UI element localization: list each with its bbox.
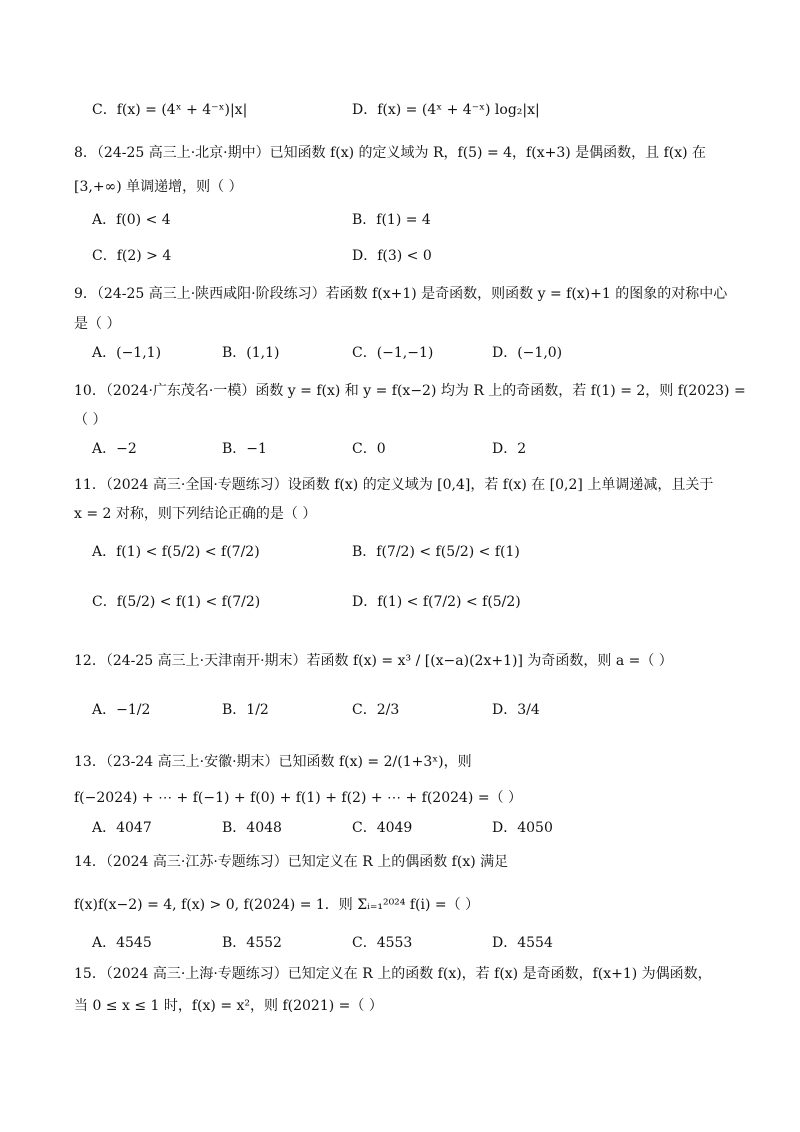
q13-option-c: C．4049 xyxy=(352,820,413,836)
q12-option-c: C．2/3 xyxy=(352,702,400,718)
q12-stem-line1: 12．（24-25 高三上·天津南开·期末）若函数 f(x) = x³ / [(x−a)(2x+1)] 为奇函数，则 a =（ ） xyxy=(74,653,673,669)
q11-option-c: C．f(5/2) < f(1) < f(7/2) xyxy=(92,594,261,610)
q12-option-a: A．−1/2 xyxy=(92,702,151,718)
q13-stem-line1: 13．（23-24 高三上·安徽·期末）已知函数 f(x) = 2/(1+3ˣ)，则 xyxy=(74,754,472,770)
q13-option-b: B．4048 xyxy=(222,820,282,836)
q14-option-c: C．4553 xyxy=(352,935,413,951)
q11-option-a: A．f(1) < f(5/2) < f(7/2) xyxy=(92,544,260,560)
q11-stem-line1: 11．（2024 高三·全国·专题练习）设函数 f(x) 的定义域为 [0,4]，若 f(x) 在 [0,2] 上单调递减，且关于 xyxy=(74,477,714,493)
q13-option-d: D．4050 xyxy=(492,820,553,836)
q11-stem-line2: x = 2 对称，则下列结论正确的是（ ） xyxy=(74,506,317,522)
q15-stem-line2: 当 0 ≤ x ≤ 1 时，f(x) = x²，则 f(2021) =（ ） xyxy=(74,998,383,1014)
q8-option-a: A．f(0) < 4 xyxy=(92,212,171,228)
q12-option-b: B．1/2 xyxy=(222,702,269,718)
q8-option-c: C．f(2) > 4 xyxy=(92,248,172,264)
q10-stem-line2: （ ） xyxy=(74,412,107,428)
q9-stem-line1: 9．（24-25 高三上·陕西咸阳·阶段练习）若函数 f(x+1) 是奇函数，则函数 y = f(x)+1 的图象的对称中心 xyxy=(74,286,728,302)
q14-option-a: A．4545 xyxy=(92,935,152,951)
q10-option-b: B．−1 xyxy=(222,441,267,457)
q9-option-c: C．(−1,−1) xyxy=(352,345,434,361)
q10-option-d: D．2 xyxy=(492,441,527,457)
q7-option-d: D．f(x) = (4ˣ + 4⁻ˣ) log₂|x| xyxy=(352,102,540,118)
q8-option-b: B．f(1) = 4 xyxy=(352,212,431,228)
q11-option-b: B．f(7/2) < f(5/2) < f(1) xyxy=(352,544,520,560)
q13-option-a: A．4047 xyxy=(92,820,152,836)
q14-option-b: B．4552 xyxy=(222,935,282,951)
q14-option-d: D．4554 xyxy=(492,935,553,951)
q8-stem-line2: [3,+∞) 单调递增，则（ ） xyxy=(74,179,243,195)
q9-stem-line2: 是（ ） xyxy=(74,316,121,332)
q10-stem-line1: 10．（2024·广东茂名·一模）函数 y = f(x) 和 y = f(x−2) 均为 R 上的奇函数，若 f(1) = 2，则 f(2023) = xyxy=(74,383,746,399)
q13-stem-line2: f(−2024) + ⋯ + f(−1) + f(0) + f(1) + f(2) + ⋯ + f(2024) =（ ） xyxy=(74,790,523,806)
q14-stem-line2: f(x)f(x−2) = 4, f(x) > 0, f(2024) = 1．则 Σᵢ₌₁²⁰²⁴ f(i) =（ ） xyxy=(74,897,480,913)
q12-option-d: D．3/4 xyxy=(492,702,540,718)
q14-stem-line1: 14．（2024 高三·江苏·专题练习）已知定义在 R 上的偶函数 f(x) 满足 xyxy=(74,854,509,870)
q9-option-d: D．(−1,0) xyxy=(492,345,563,361)
q9-option-a: A．(−1,1) xyxy=(92,345,162,361)
q8-option-d: D．f(3) < 0 xyxy=(352,248,432,264)
q15-stem-line1: 15．（2024 高三·上海·专题练习）已知定义在 R 上的函数 f(x)，若 f(x) 是奇函数，f(x+1) 为偶函数， xyxy=(74,966,712,982)
q10-option-a: A．−2 xyxy=(92,441,137,457)
q9-option-b: B．(1,1) xyxy=(222,345,280,361)
q8-stem-line1: 8．（24-25 高三上·北京·期中）已知函数 f(x) 的定义域为 R，f(5) = 4，f(x+3) 是偶函数，且 f(x) 在 xyxy=(74,145,707,161)
q10-option-c: C．0 xyxy=(352,441,386,457)
q11-option-d: D．f(1) < f(7/2) < f(5/2) xyxy=(352,594,521,610)
q7-option-c: C．f(x) = (4ˣ + 4⁻ˣ)|x| xyxy=(92,102,248,118)
